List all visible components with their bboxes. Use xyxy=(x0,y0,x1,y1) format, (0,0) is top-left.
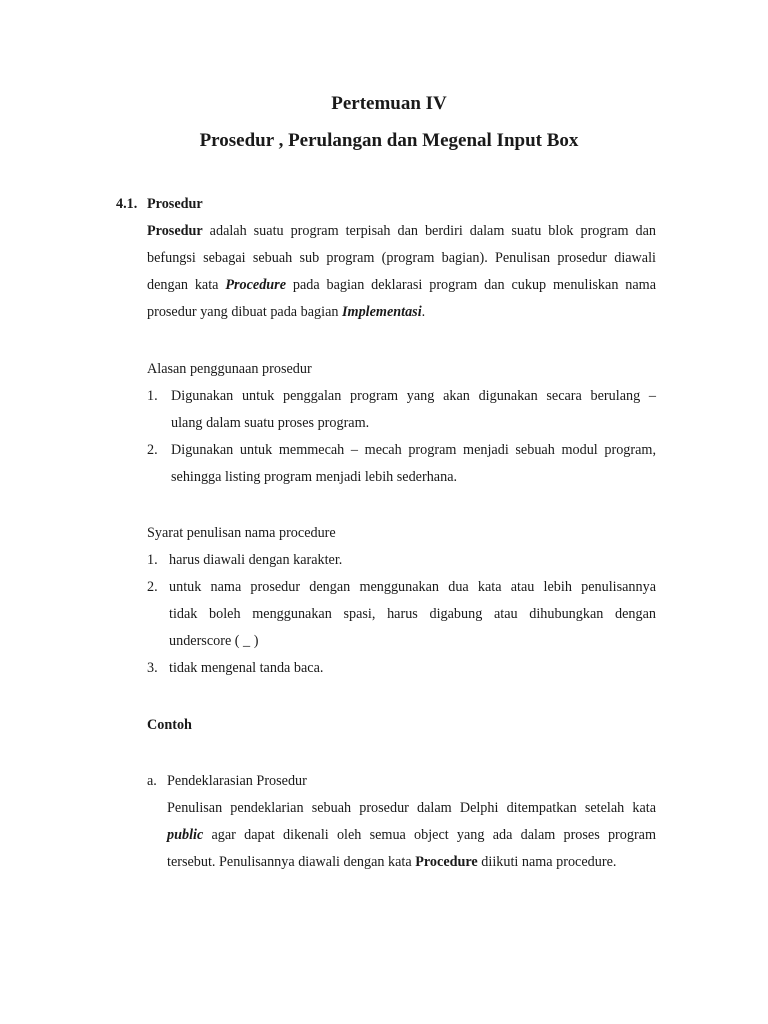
procedure-keyword: Procedure xyxy=(225,277,286,293)
example-line-1: Penulisan pendeklarian sebuah prosedur dalam Delphi ditempatkan setelah kata xyxy=(167,800,656,816)
naming-rules-heading: Syarat penulisan nama procedure xyxy=(147,525,336,541)
intro-line-4-a: prosedur yang dibuat pada bagian xyxy=(147,304,339,320)
example-line-2 xyxy=(167,825,656,845)
example-heading-text: Contoh xyxy=(147,717,192,733)
rule-2-number: 2. xyxy=(147,579,158,595)
example-procedure-keyword: Procedure xyxy=(415,854,478,870)
example-line-3-b: diikuti nama procedure. xyxy=(481,854,617,870)
section-number: 4.1. xyxy=(116,196,138,212)
example-heading xyxy=(147,715,192,735)
section-title xyxy=(147,194,203,214)
implementasi-keyword: Implementasi xyxy=(342,304,422,320)
example-line-2-text: agar dapat dikenali oleh semua object yang ada dalam proses program xyxy=(211,827,657,843)
page-subtitle: Prosedur , Perulangan dan Megenal Input Box xyxy=(199,130,579,151)
reason-2-number: 2. xyxy=(147,442,158,458)
section-title-text: Prosedur xyxy=(147,196,203,212)
example-item-title: Pendeklarasian Prosedur xyxy=(167,773,307,789)
intro-line-3-b: pada bagian deklarasi program dan cukup menuliskan nama xyxy=(292,277,656,293)
intro-line-3-a: dengan kata xyxy=(147,277,219,293)
reason-2-line-2: sehingga listing program menjadi lebih sederhana. xyxy=(171,469,458,485)
intro-line-2: befungsi sebagai sebuah sub program (program bagian). Penulisan prosedur diawali xyxy=(147,250,656,266)
reasons-heading: Alasan penggunaan prosedur xyxy=(147,361,312,377)
intro-line-1-text: adalah suatu program terpisah dan berdiri dalam suatu blok program dan xyxy=(209,223,656,239)
intro-line-4-end: . xyxy=(421,304,426,320)
rule-1-number: 1. xyxy=(147,552,158,568)
section-heading xyxy=(116,194,137,214)
example-line-3-a: tersebut. Penulisannya diawali dengan kata xyxy=(167,854,412,870)
intro-line-4 xyxy=(147,302,425,322)
intro-term: Prosedur xyxy=(147,223,203,239)
public-keyword: public xyxy=(167,827,204,843)
example-item-label: a. xyxy=(147,773,157,789)
rule-3-line-1: tidak mengenal tanda baca. xyxy=(169,660,324,676)
reason-1-line-2: ulang dalam suatu proses program. xyxy=(171,415,370,431)
rule-2-line-1: untuk nama prosedur dengan menggunakan dua kata atau lebih penulisannya xyxy=(169,579,656,595)
reason-2-line-1: Digunakan untuk memmecah – mecah program menjadi sebuah modul program, xyxy=(171,442,656,458)
reason-1-line-1: Digunakan untuk penggalan program yang akan digunakan secara berulang – xyxy=(171,388,656,404)
reason-1-number: 1. xyxy=(147,388,158,404)
example-line-3 xyxy=(167,852,616,872)
rule-1-line-1: harus diawali dengan karakter. xyxy=(169,552,343,568)
rule-2-line-2: tidak boleh menggunakan spasi, harus digabung atau dihubungkan dengan xyxy=(169,606,656,622)
rule-3-number: 3. xyxy=(147,660,158,676)
page-title: Pertemuan IV xyxy=(331,93,447,114)
intro-line-1 xyxy=(147,221,656,241)
rule-2-line-3: underscore ( _ ) xyxy=(169,633,259,649)
intro-line-3 xyxy=(147,275,656,295)
